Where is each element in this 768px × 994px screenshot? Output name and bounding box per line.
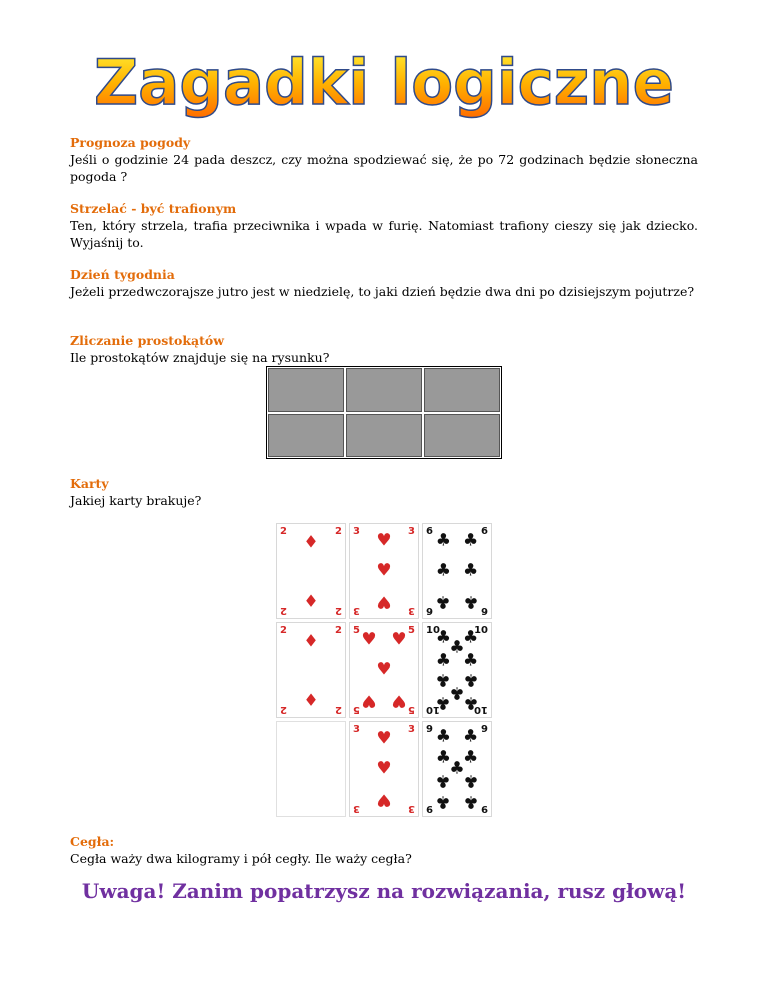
card-pip: ♣: [462, 692, 479, 713]
card-pip: ♣: [462, 591, 479, 612]
puzzle-brick: [70, 834, 698, 867]
playing-card: [349, 721, 419, 817]
card-index: 9: [481, 724, 488, 735]
card-pip: ♦: [303, 688, 319, 709]
card-pip: ♣: [435, 530, 452, 551]
card-index: 6: [426, 526, 433, 537]
page-title: [0, 48, 768, 120]
card-index: 2: [335, 605, 342, 616]
card-pip: ♣: [435, 791, 452, 812]
card-grid: [276, 523, 492, 817]
card-index: 9: [481, 803, 488, 814]
card-pip: ♦: [303, 532, 319, 553]
card-index: 2: [280, 526, 287, 537]
missing-card: [276, 721, 346, 817]
puzzle-shooting: [70, 201, 698, 251]
puzzle-text: Jakiej karty brakuje?: [70, 493, 202, 508]
rectangles-figure: [266, 366, 502, 459]
card-index: 10: [474, 704, 488, 715]
title-graphic: [84, 48, 684, 120]
card-index: 5: [408, 704, 415, 715]
card-pip: ♣: [435, 747, 452, 768]
card-index: 3: [353, 605, 360, 616]
card-index: 3: [353, 724, 360, 735]
card-index: 3: [353, 803, 360, 814]
card-pip: ♣: [435, 669, 452, 690]
card-pip: ♣: [462, 726, 479, 747]
puzzle-weekday: [70, 267, 698, 300]
puzzle-text: Jeśli o godzinie 24 pada deszcz, czy można spodziewać się, że po 72 godzinach będzie słoneczna pogoda ?: [70, 152, 698, 184]
card-pip: ♣: [462, 747, 479, 768]
card-index: 2: [280, 605, 287, 616]
card-pip: ♣: [462, 770, 479, 791]
card-pip: ♦: [303, 589, 319, 610]
card-pip: ♥: [376, 591, 392, 612]
card-pip: ♥: [376, 789, 392, 810]
card-pip: ♣: [462, 560, 479, 581]
card-pip: ♥: [376, 728, 392, 749]
rectangle-cell: [346, 368, 422, 412]
rectangle-cell: [268, 368, 344, 412]
rectangle-cell: [346, 414, 422, 458]
puzzle-cards: [70, 476, 698, 509]
card-index: 2: [335, 625, 342, 636]
card-pip: ♣: [435, 726, 452, 747]
card-index: 6: [481, 526, 488, 537]
playing-card: [349, 622, 419, 718]
playing-card: [422, 622, 492, 718]
playing-card: [422, 523, 492, 619]
puzzle-text: Ten, który strzela, trafia przeciwnika i wpada w furię. Natomiast trafiony cieszy się jak dziecko. Wyjaśnij to.: [70, 218, 698, 250]
puzzle-rectangles: [70, 333, 698, 366]
card-index: 10: [426, 704, 440, 715]
card-index: 3: [408, 526, 415, 537]
card-pip: ♣: [462, 627, 479, 648]
card-pip: ♣: [462, 650, 479, 671]
footer-warning: Uwaga! Zanim popatrzysz na rozwiązania, rusz głową!: [81, 879, 687, 903]
card-index: 9: [426, 803, 433, 814]
puzzle-weather: [70, 135, 698, 185]
card-pip: ♥: [376, 560, 392, 581]
card-index: 2: [280, 625, 287, 636]
card-index: 10: [474, 625, 488, 636]
card-index: 3: [408, 605, 415, 616]
card-pip: ♣: [462, 669, 479, 690]
puzzle-heading: Zliczanie prostokątów: [70, 333, 225, 348]
card-index: 2: [280, 704, 287, 715]
card-index: 2: [335, 526, 342, 537]
card-index: 5: [353, 704, 360, 715]
card-pip: ♣: [449, 682, 465, 703]
puzzle-heading: Prognoza pogody: [70, 135, 191, 150]
card-pip: ♣: [435, 591, 452, 612]
card-index: 6: [481, 605, 488, 616]
rectangle-cell: [268, 414, 344, 458]
rectangle-cell: [424, 368, 500, 412]
card-pip: ♥: [376, 758, 392, 779]
card-pip: ♥: [361, 690, 377, 711]
card-pip: ♥: [376, 530, 392, 551]
card-pip: ♣: [449, 758, 465, 779]
card-pip: ♣: [435, 627, 452, 648]
puzzle-heading: Cegła:: [70, 834, 115, 849]
puzzle-heading: Karty: [70, 476, 109, 491]
card-pip: ♣: [435, 692, 452, 713]
card-pip: ♥: [361, 629, 377, 650]
card-index: 10: [426, 625, 440, 636]
card-index: 3: [408, 803, 415, 814]
rectangle-cell: [424, 414, 500, 458]
playing-card: [422, 721, 492, 817]
card-pip: ♦: [303, 631, 319, 652]
playing-card: [349, 523, 419, 619]
puzzle-text: Ile prostokątów znajduje się na rysunku?: [70, 350, 330, 365]
card-index: 2: [335, 704, 342, 715]
card-index: 6: [426, 605, 433, 616]
card-index: 9: [426, 724, 433, 735]
card-index: 5: [353, 625, 360, 636]
card-index: 3: [408, 724, 415, 735]
puzzle-heading: Strzelać - być trafionym: [70, 201, 237, 216]
card-pip: ♣: [435, 770, 452, 791]
puzzle-heading: Dzień tygodnia: [70, 267, 175, 282]
puzzle-text: Cegła waży dwa kilogramy i pół cegły. Ile waży cegła?: [70, 851, 412, 866]
card-pip: ♥: [391, 629, 407, 650]
playing-card: [276, 622, 346, 718]
card-pip: ♣: [435, 650, 452, 671]
title-text: Zagadki logiczne: [94, 48, 674, 119]
card-index: 5: [408, 625, 415, 636]
card-pip: ♣: [462, 791, 479, 812]
card-pip: ♥: [391, 690, 407, 711]
playing-card: [276, 523, 346, 619]
puzzle-text: Jeżeli przedwczorajsze jutro jest w niedzielę, to jaki dzień będzie dwa dni po dzisiejszym pojutrze?: [70, 284, 695, 299]
card-pip: ♣: [462, 530, 479, 551]
card-pip: ♥: [376, 659, 392, 680]
card-pip: ♣: [435, 560, 452, 581]
card-index: 3: [353, 526, 360, 537]
card-pip: ♣: [449, 637, 465, 658]
